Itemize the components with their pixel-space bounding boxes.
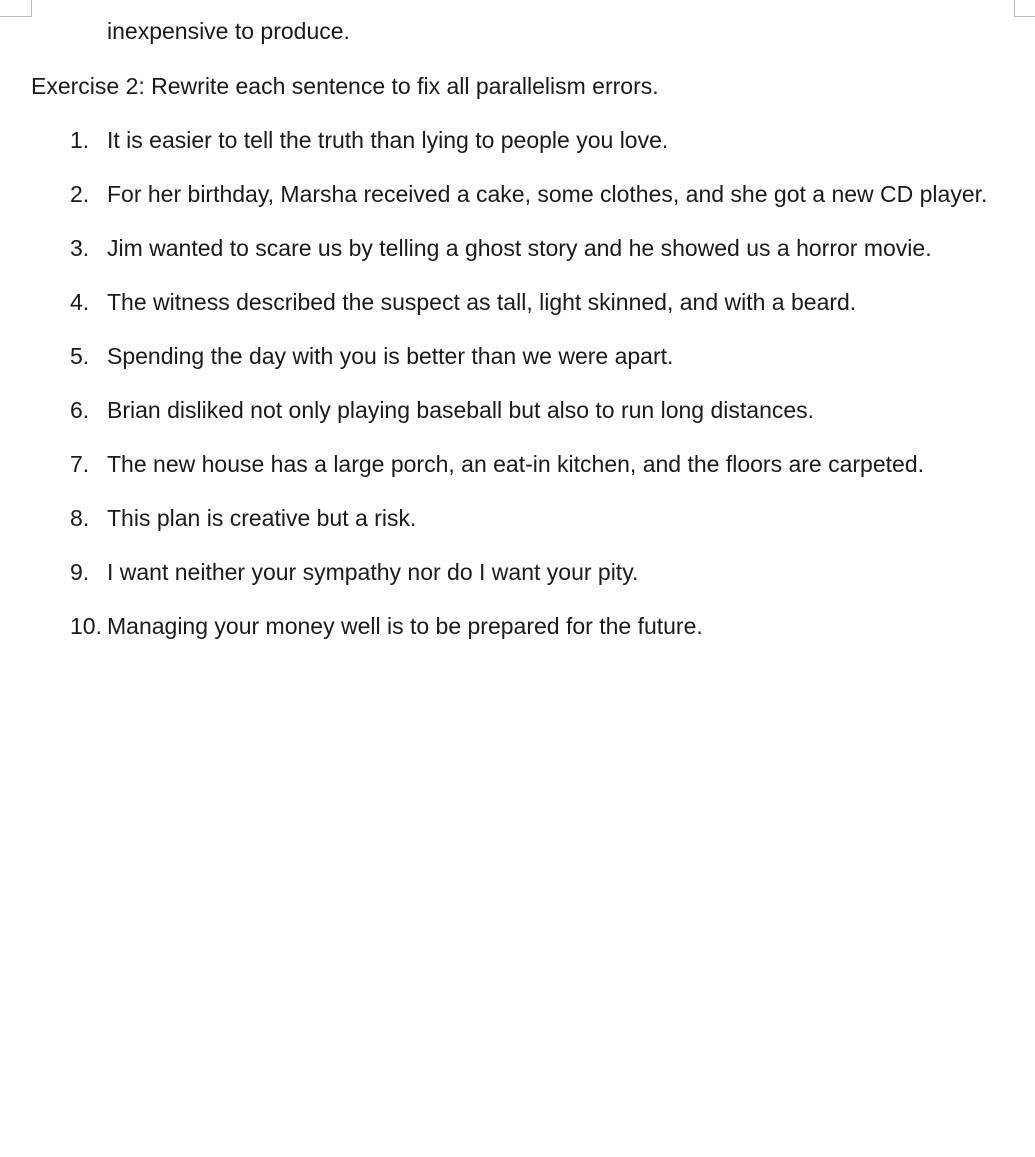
item-text: For her birthday, Marsha received a cake, some clothes, and she got a new CD player. [107, 181, 988, 207]
item-text: The new house has a large porch, an eat-in kitchen, and the floors are carpeted. [107, 451, 925, 477]
exercise-item [0, 178, 1035, 211]
item-text: I want neither your sympathy nor do I want your pity. [107, 559, 639, 585]
exercise-item [0, 286, 1035, 319]
item-number: 6. [70, 397, 90, 423]
exercise-heading: Exercise 2: Rewrite each sentence to fix all parallelism errors. [31, 73, 659, 99]
item-number: 10. [70, 613, 102, 639]
exercise-item [0, 448, 1035, 481]
item-text: Jim wanted to scare us by telling a ghost story and he showed us a horror movie. [107, 235, 932, 261]
page-corner-mark-right [1014, 0, 1035, 17]
item-number: 4. [70, 289, 90, 315]
page-corner-mark-left [0, 0, 32, 17]
item-number: 5. [70, 343, 90, 369]
item-text: This plan is creative but a risk. [107, 505, 417, 531]
continued-text: inexpensive to produce. [107, 18, 350, 44]
item-number: 3. [70, 235, 90, 261]
item-number: 7. [70, 451, 90, 477]
exercise-item [0, 232, 1035, 265]
item-text: The witness described the suspect as tall, light skinned, and with a beard. [107, 289, 857, 315]
item-text: It is easier to tell the truth than lying to people you love. [107, 127, 669, 153]
exercise-list [0, 124, 1035, 664]
exercise-item [0, 124, 1035, 157]
item-number: 8. [70, 505, 90, 531]
item-text: Brian disliked not only playing baseball but also to run long distances. [107, 397, 815, 423]
exercise-item [0, 340, 1035, 373]
exercise-item [0, 556, 1035, 589]
item-number: 9. [70, 559, 90, 585]
item-number: 1. [70, 127, 90, 153]
exercise-item [0, 502, 1035, 535]
item-text: Managing your money well is to be prepared for the future. [107, 613, 703, 639]
item-number: 2. [70, 181, 90, 207]
item-text: Spending the day with you is better than we were apart. [107, 343, 674, 369]
exercise-item [0, 394, 1035, 427]
exercise-item [0, 610, 1035, 643]
